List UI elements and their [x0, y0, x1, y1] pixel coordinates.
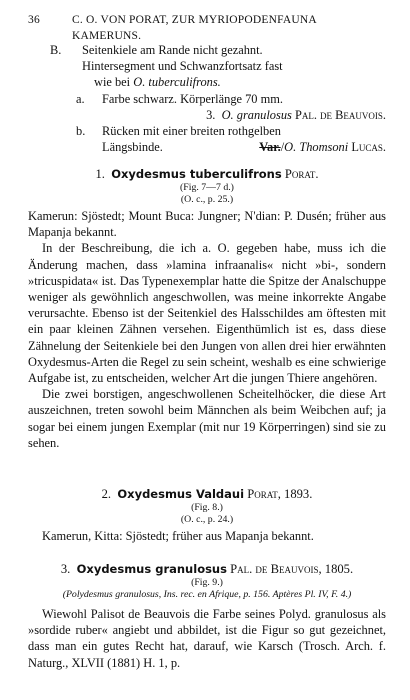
key-a-line: a. Farbe schwarz. Körperlänge 70 mm.	[76, 91, 283, 106]
key-b-line2: Hintersegment und Schwanzfortsatz fast	[82, 59, 283, 74]
citation: (Polydesmus granulosus, Ins. rec. en Afrique, p. 156. Aptères Pl. IV, F. 4.)	[62, 589, 352, 601]
species-heading-1: 1. Oxydesmus tuberculifrons Porat. (Fig. 7—7 d.) (O. c., p. 25.)	[28, 166, 386, 206]
species-heading-2: 2. Oxydesmus Valdaui Porat, 1893. (Fig. 8.) (O. c., p. 24.)	[28, 486, 386, 526]
figure-ref: (Fig. 8.)	[191, 502, 223, 514]
citation: (O. c., p. 24.)	[180, 514, 234, 526]
identification-key	[50, 42, 386, 155]
species-name: Oxydesmus Valdaui	[117, 487, 245, 501]
species-1-text	[28, 208, 386, 451]
page-number: 36	[28, 14, 40, 26]
figure-ref: (Fig. 7—7 d.)	[180, 182, 234, 194]
key-b-line1: B. Seitenkiele am Rande nicht gezahnt.	[50, 43, 263, 57]
paragraph: Kamerun, Kitta: Sjöstedt; früher aus Mapanja bekannt.	[42, 529, 314, 543]
paragraph: Kamerun: Sjöstedt; Mount Buca: Jungner; N'dian: P. Dusén; früher aus Mapanja bekannt.	[28, 209, 386, 240]
key-b-line3: wie bei O. tuberculifrons.	[94, 75, 221, 90]
paragraph: In der Beschreibung, die ich a. O. gegeben habe, muss ich die Änderung machen, dass »lamina infraanalis« nicht »bi-, sondern »tricuspidata« ist. Das Typenexemplar hatte die Spitze der Analschuppe weniger als gewöhnlich angeschwollen, was meine inkorrekte Angabe verursachte. Ebenso ist der Seitenkiel des Halsschildes am öftesten mit ein paar kleinen Zähnen versehen. Eigenthümlich ist es, dass diese Zähnelung der Seitenkiele bei den Jungen von allen drei hier erwähnten Oxydesmus-Arten die Regel zu sein scheint, weshalb es eine schwierige Aufgabe ist, zu entscheiden, welcher Art die jungen Thiere angehören.	[28, 241, 386, 386]
species-name: Oxydesmus granulosus	[76, 562, 227, 576]
running-header	[28, 12, 382, 43]
figure-ref: (Fig. 9.)	[191, 577, 223, 589]
species-2-text	[28, 528, 386, 544]
running-title: C. O. VON PORAT, ZUR MYRIOPODENFAUNA KAMERUNS.	[72, 14, 317, 43]
species-3-text	[28, 606, 386, 671]
citation: (O. c., p. 25.)	[180, 194, 234, 206]
struck-var: Var.	[259, 140, 281, 155]
key-bb-line: b. Rücken mit einer breiten rothgelben	[76, 123, 281, 138]
paragraph: Wiewohl Palisot de Beauvois die Farbe seines Polyd. granulosus als »sordide ruber« angiebt und abbildet, ist die Figur so gut gezeichnet, dass man ein gutes Recht hat, darauf, wie Karsch (Trosch. Arch. f. Naturg., XLVII (1881) H. 1, p.	[28, 607, 386, 670]
key-bb-line2: Längsbinde. Var./O. Thomsoni Lucas.	[102, 140, 386, 155]
species-name: Oxydesmus tuberculifrons	[111, 167, 282, 181]
paragraph: Die zwei borstigen, angeschwollenen Scheitelhöcker, die diese Art auszeichnen, treten sowohl beim Männchen als beim Weibchen auf; ja sogar bei einem jungen Exemplar (mit nur 19 Körperringen) sind sie zu sehen.	[28, 387, 386, 450]
key-species-3: 3. O. granulosus Pal. de Beauvois.	[206, 107, 386, 122]
species-heading-3: 3. Oxydesmus granulosus Pal. de Beauvois, 1805. (Fig. 9.) (Polydesmus granulosus, Ins. rec. en Afrique, p. 156. Aptères Pl. IV, F. 4.)	[28, 561, 386, 601]
